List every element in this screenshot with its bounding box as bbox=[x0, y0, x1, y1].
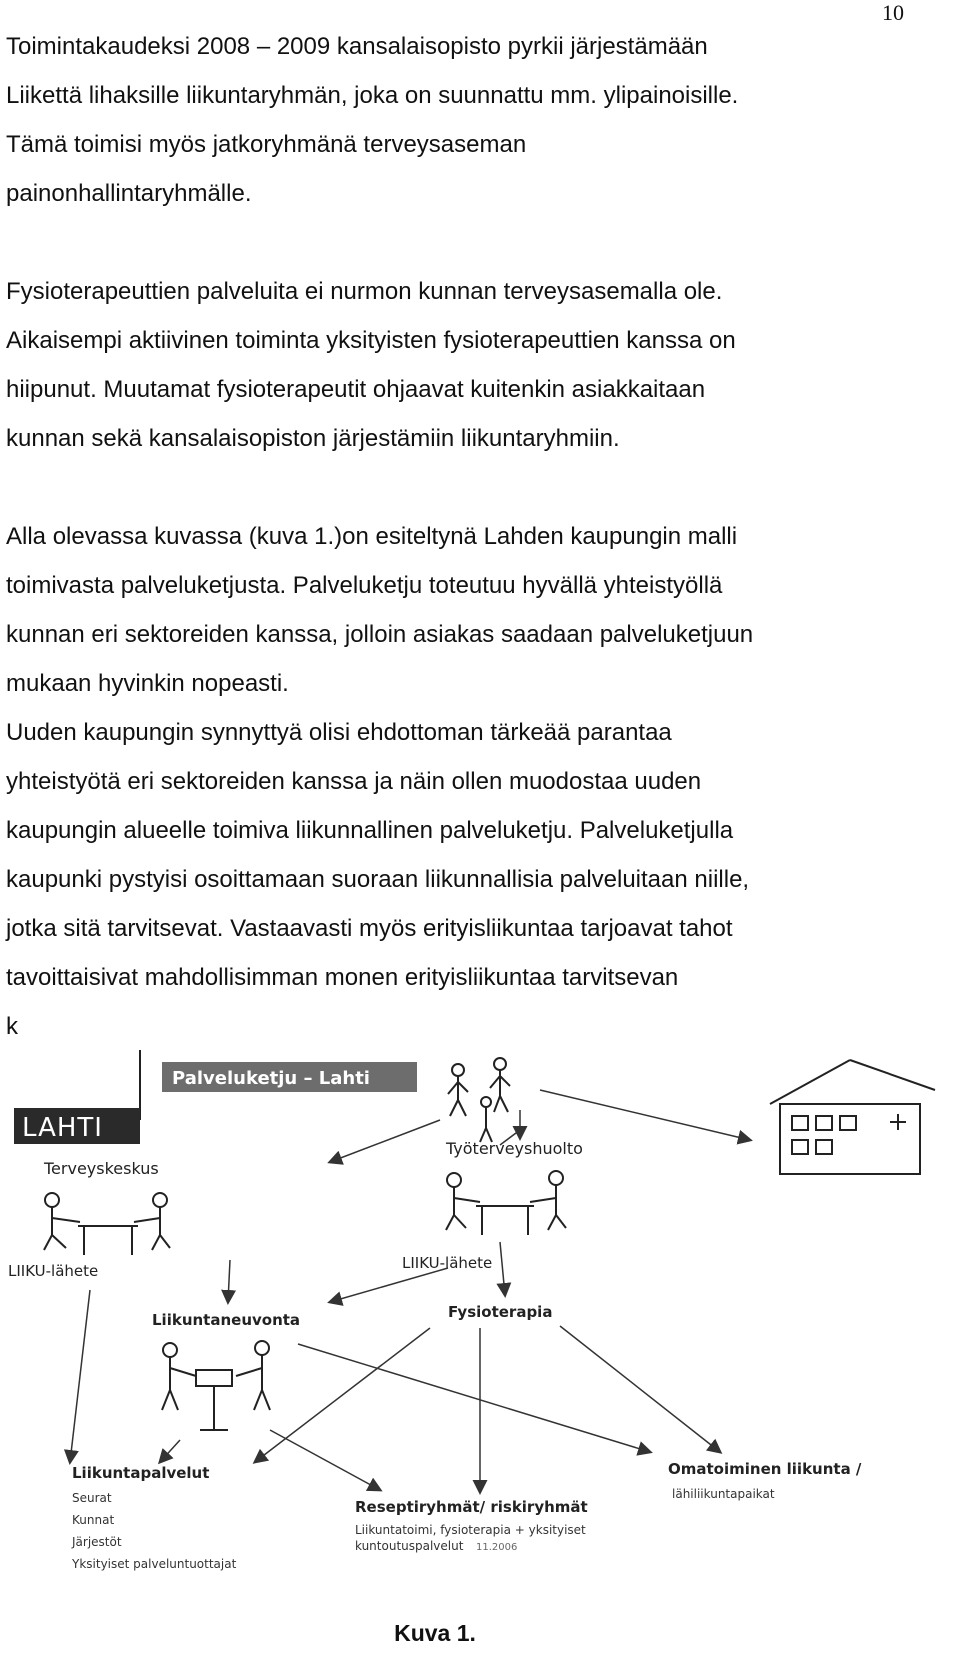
text-line: painonhallintaryhmälle. bbox=[6, 180, 252, 207]
liikuntapalvelut-item: Yksityiset palveluntuottajat bbox=[72, 1557, 237, 1571]
text-line: kaupungin alueelle toimiva liikunnallinen palveluketju. Palveluketjulla bbox=[6, 817, 734, 844]
liikuntaneuvonta-label: Liikuntaneuvonta bbox=[152, 1311, 301, 1329]
resepti-label: Reseptiryhmät/ riskiryhmät bbox=[355, 1498, 588, 1516]
flow-arrows bbox=[70, 1090, 750, 1492]
fysioterapia-label: Fysioterapia bbox=[448, 1303, 553, 1321]
text-line: Alla olevassa kuvassa (kuva 1.)on esiteltynä Lahden kaupungin malli bbox=[6, 523, 738, 550]
omatoiminen-sub-label: lähiliikuntapaikat bbox=[672, 1487, 775, 1501]
text-line: Tämä toimisi myös jatkoryhmänä terveysaseman bbox=[6, 131, 527, 158]
resepti-sub-label-1: Liikuntatoimi, fysioterapia + yksityiset bbox=[355, 1523, 586, 1537]
paragraph-3 bbox=[6, 512, 906, 1051]
service-chain-figure bbox=[0, 1050, 960, 1610]
building-icon bbox=[770, 1060, 935, 1174]
liiku-lahete-label-1: LIIKU-lähete bbox=[8, 1262, 99, 1280]
paragraph-2 bbox=[6, 267, 906, 463]
text-line: Aikaisempi aktiivinen toiminta yksityisten fysioterapeuttien kanssa on bbox=[6, 327, 736, 354]
page-number: 10 bbox=[882, 0, 904, 25]
occupational-health-desk-icon bbox=[446, 1171, 566, 1235]
liikuntapalvelut-item: Seurat bbox=[72, 1491, 112, 1505]
doctor-patient-desk-icon bbox=[44, 1193, 170, 1255]
liiku-lahete-label-2: LIIKU-lähete bbox=[402, 1254, 493, 1272]
omatoiminen-label: Omatoiminen liikunta / bbox=[668, 1460, 862, 1478]
text-line: mukaan hyvinkin nopeasti. bbox=[6, 670, 289, 697]
text-line: kunnan sekä kansalaisopiston järjestämiin liikuntaryhmiin. bbox=[6, 425, 620, 452]
lahti-logo-text: LAHTI bbox=[22, 1113, 103, 1143]
text-line: kaupunki pystyisi osoittamaan suoraan liikunnallisia palveluitaan niille, bbox=[6, 866, 750, 893]
figure-title: Palveluketju – Lahti bbox=[172, 1068, 370, 1089]
caption-text: Kuva 1. bbox=[394, 1620, 476, 1646]
resepti-sub-label-2: kuntoutuspalvelut bbox=[355, 1539, 464, 1553]
terveyskeskus-label: Terveyskeskus bbox=[44, 1159, 159, 1178]
text-line: yhteistyötä eri sektoreiden kanssa ja näin ollen muodostaa uuden bbox=[6, 768, 702, 795]
text-line: Uuden kaupungin synnyttyä olisi ehdottoman tärkeää parantaa bbox=[6, 719, 672, 746]
text-line: k bbox=[6, 1013, 18, 1040]
figure-date: 11.2006 bbox=[476, 1542, 518, 1553]
figure-svg bbox=[0, 1050, 960, 1610]
liikuntapalvelut-item: Järjestöt bbox=[72, 1535, 122, 1549]
counseling-table-icon bbox=[162, 1341, 270, 1430]
liikuntapalvelut-item: Kunnat bbox=[72, 1513, 115, 1527]
liikuntapalvelut-label: Liikuntapalvelut bbox=[72, 1464, 210, 1482]
tyoterveyshuolto-label: Työterveyshuolto bbox=[446, 1139, 583, 1158]
text-line: jotka sitä tarvitsevat. Vastaavasti myös erityisliikuntaa tarjoavat tahot bbox=[6, 915, 733, 942]
text-line: hiipunut. Muutamat fysioterapeutit ohjaavat kuitenkin asiakkaitaan bbox=[6, 376, 706, 403]
walking-people-icon bbox=[448, 1058, 510, 1142]
text-line: toimivasta palveluketjusta. Palveluketju toteutuu hyvällä yhteistyöllä bbox=[6, 572, 723, 599]
figure-caption bbox=[0, 1620, 960, 1647]
text-line: Fysioterapeuttien palveluita ei nurmon kunnan terveysasemalla ole. bbox=[6, 278, 723, 305]
paragraph-1 bbox=[6, 22, 906, 218]
text-line: kunnan eri sektoreiden kanssa, jolloin asiakas saadaan palveluketjuun bbox=[6, 621, 754, 648]
text-line: Toimintakaudeksi 2008 – 2009 kansalaisopisto pyrkii järjestämään bbox=[6, 33, 708, 60]
text-line: Liikettä lihaksille liikuntaryhmän, joka on suunnattu mm. ylipainoisille. bbox=[6, 82, 739, 109]
body-text bbox=[6, 22, 906, 1051]
text-line: tavoittaisivat mahdollisimman monen erityisliikuntaa tarvitsevan bbox=[6, 964, 679, 991]
